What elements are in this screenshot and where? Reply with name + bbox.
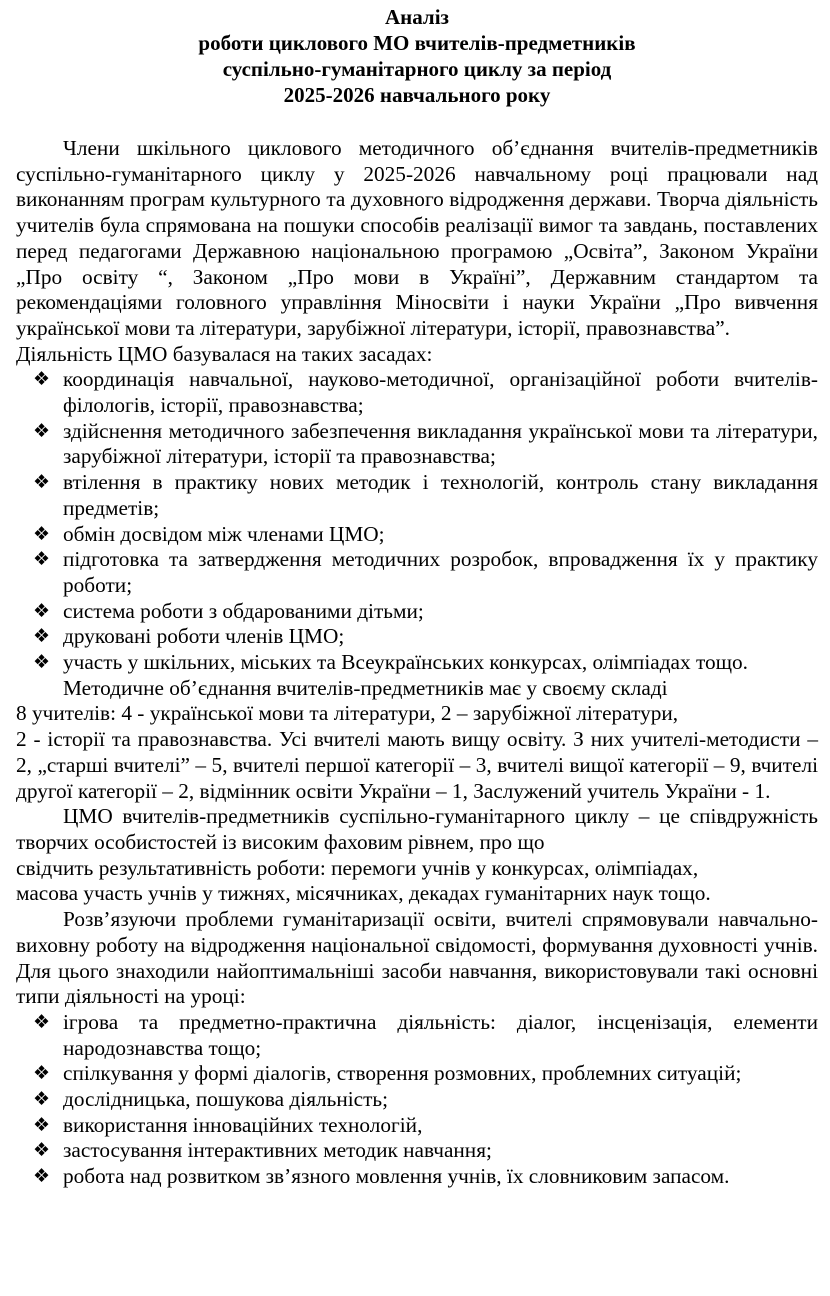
diamond-bullet-icon: ❖	[33, 368, 51, 391]
document-title	[16, 4, 818, 108]
diamond-bullet-icon: ❖	[33, 1113, 51, 1136]
methods-paragraph: Розв’язуючи проблеми гуманітаризації освіти, вчителі спрямовували навчально-виховну роботу на відродження національної свідомості, формування духовності учнів. Для цього знаходили найоптимальніші засоби навчання, використовували такі основні типи діяльності на уроці:	[16, 907, 818, 1009]
list-item	[33, 1009, 818, 1061]
activities-list	[16, 1010, 818, 1190]
list-item	[33, 1138, 818, 1164]
principles-intro: Діяльність ЦМО базувалася на таких засадах:	[16, 341, 433, 366]
list-item	[33, 598, 818, 625]
list-item	[33, 470, 818, 521]
diamond-bullet-icon: ❖	[33, 625, 51, 648]
diamond-bullet-icon: ❖	[33, 1088, 51, 1111]
composition-paragraph: 2 - історії та правознавства. Усі вчителі мають вищу освіту. З них учителі-методисти – 2, „старші вчителі” – 5, вчителі першої категорії – 3, вчителі вищої категорії – 9, вчителі другої категорії – 2, відмінник освіти України – 1, Заслужений учитель України - 1.	[16, 727, 818, 803]
list-item	[33, 1061, 818, 1087]
diamond-bullet-icon: ❖	[33, 1010, 51, 1033]
list-item	[33, 367, 818, 418]
list-item-text: робота над розвитком зв’язного мовлення учнів, їх словниковим запасом.	[63, 1164, 730, 1189]
list-item	[33, 1112, 818, 1139]
list-item-text: координація навчальної, науково-методичної, організаційної роботи вчителів-філологів, історії, правознавства;	[63, 367, 818, 418]
community-line-3: масова участь учнів у тижнях, місячниках, декадах гуманітарних наук тощо.	[16, 881, 711, 906]
diamond-bullet-icon: ❖	[33, 522, 51, 545]
diamond-bullet-icon: ❖	[33, 419, 51, 442]
list-item-text: друковані роботи членів ЦМО;	[63, 624, 345, 649]
list-item-text: ігрова та предметно-практична діяльність: діалог, інсценізація, елементи народознавства тощо;	[63, 1009, 818, 1060]
list-item-text: застосування інтерактивних методик навчання;	[63, 1138, 492, 1163]
diamond-bullet-icon: ❖	[33, 599, 51, 622]
list-item-text: втілення в практику нових методик і технологій, контроль стану викладання предметів;	[63, 470, 818, 520]
diamond-bullet-icon: ❖	[33, 1139, 51, 1162]
list-item	[33, 418, 818, 470]
principles-list	[16, 367, 818, 675]
list-item-text: участь у шкільних, міських та Всеукраїнських конкурсах, олімпіадах тощо.	[63, 650, 749, 675]
list-item	[33, 547, 818, 598]
list-item	[33, 521, 818, 548]
list-item-text: здійснення методичного забезпечення викладання української мови та літератури, зарубіжної літератури, історії та правознавства;	[63, 418, 818, 469]
list-item-text: підготовка та затвердження методичних розробок, впровадження їх у практику роботи;	[63, 547, 818, 597]
title-line-1: Аналіз	[384, 5, 449, 29]
composition-line-1: Методичне об’єднання вчителів-предметників має у своєму складі	[63, 675, 668, 700]
list-item-text: спілкування у формі діалогів, створення розмовних, проблемних ситуацій;	[63, 1061, 742, 1086]
diamond-bullet-icon: ❖	[33, 1165, 51, 1188]
intro-paragraph: Члени шкільного циклового методичного об’єднання вчителів-предметників суспільно-гуманітарного циклу у 2025-2026 навчальному році працювали над виконанням програм культурного та духовного відродження держави. Творча діяльність учителів була спрямована на пошуки способів реалізації вимог та завдань, поставлених перед педагогами Державною національною програмою „Освіта”, Законом України „Про освіту “, Законом „Про мови в Україні”, Державним стандартом та рекомендаціями головного управління Міносвіти і науки України „Про вивчення української мови та літератури, зарубіжної літератури, історії, правознавства”.	[16, 136, 818, 340]
title-line-2: роботи циклового МО вчителів-предметників	[198, 31, 636, 55]
list-item	[33, 650, 818, 676]
list-item-text: система роботи з обдарованими дітьми;	[63, 598, 424, 623]
list-item	[33, 1164, 818, 1190]
diamond-bullet-icon: ❖	[33, 651, 51, 674]
diamond-bullet-icon: ❖	[33, 471, 51, 494]
list-item	[33, 1087, 818, 1113]
title-line-3: суспільно-гуманітарного циклу за період	[222, 57, 612, 81]
title-line-4: 2025-2026 навчального року	[283, 83, 551, 107]
list-item-text: використання інноваційних технологій,	[63, 1112, 423, 1137]
list-item-text: обмін досвідом між членами ЦМО;	[63, 521, 385, 546]
composition-line-2: 8 учителів: 4 - української мови та літератури, 2 – зарубіжної літератури,	[16, 701, 679, 726]
community-paragraph: ЦМО вчителів-предметників суспільно-гуманітарного циклу – це співдружність творчих особистостей із високим фаховим рівнем, про що	[16, 804, 818, 854]
list-item-text: дослідницька, пошукова діяльність;	[63, 1087, 389, 1112]
diamond-bullet-icon: ❖	[33, 548, 51, 571]
diamond-bullet-icon: ❖	[33, 1062, 51, 1085]
list-item	[33, 624, 818, 650]
community-line-2: свідчить результативність роботи: перемоги учнів у конкурсах, олімпіадах,	[16, 855, 699, 880]
